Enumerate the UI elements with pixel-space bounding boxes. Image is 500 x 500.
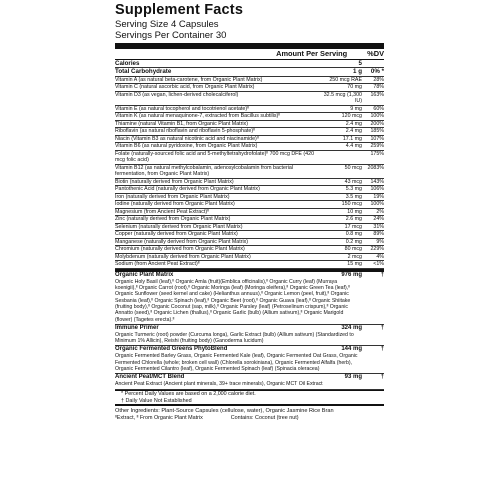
nutrient-amount: 250 mcg RAE <box>329 76 362 83</box>
nutrient-row <box>115 261 384 269</box>
nutrient-row <box>115 143 384 151</box>
blend-dv: † <box>380 346 384 353</box>
blend-header <box>115 325 384 332</box>
nutrient-amount <box>318 151 362 164</box>
amount-header-label: Amount Per Serving <box>276 49 348 58</box>
nutrient-name: Niacin (Vitamin B3 as natural nicotinic acid and niacinamide)ᴵᴵ <box>115 135 259 142</box>
nutrient-row <box>115 201 384 209</box>
nutrient-dv: 31% <box>373 223 384 230</box>
nutrient-row <box>115 151 384 165</box>
bottom-line <box>115 415 384 422</box>
nutrient-name: Thiamine (natural Vitamin B1, from Organic Plant Matrix) <box>115 120 248 127</box>
nutrient-name: Chromium (naturally derived from Organic Plant Matrix) <box>115 246 245 253</box>
nutrient-name: Vitamin C (natural ascorbic acid, from Organic Plant Matrix) <box>115 84 255 91</box>
nutrient-dv: 28% <box>373 76 384 83</box>
nutrient-name: Riboflavin (as natural riboflavin and riboflavin 5-phosphate)ᴵᴵ <box>115 128 255 135</box>
nutrient-dv: 107% <box>370 135 384 142</box>
footnote-not-established: † Daily Value Not Established <box>121 397 192 404</box>
nutrient-dv: 175% <box>370 150 384 157</box>
nutrient-row <box>115 194 384 202</box>
nutrient-amount: 50 mcg <box>344 164 362 171</box>
nutrient-list <box>115 77 384 269</box>
nutrient-dv: 163% <box>370 91 384 98</box>
nutrient-amount: 2.4 mg <box>345 128 362 135</box>
nutrient-name: Vitamin K (as natural menaquinone-7, extracted from Bacillus subtilis)ᴵᴵ <box>115 113 281 120</box>
calories-name: Calories <box>115 60 140 67</box>
nutrient-row <box>115 179 384 187</box>
nutrient-name: Iron (naturally derived from Organic Plant Matrix) <box>115 193 230 200</box>
blend-section <box>115 374 384 389</box>
nutrient-dv: 9% <box>376 238 384 245</box>
nutrient-amount: 17 mcg <box>344 223 362 230</box>
dv-header-label: %DV <box>367 49 384 58</box>
nutrient-dv: 200% <box>370 120 384 127</box>
blend-name: Immune Primer <box>115 324 159 331</box>
nutrient-name: Manganese (naturally derived from Organic Plant Matrix) <box>115 238 249 245</box>
calories-row <box>115 60 384 68</box>
blend-amount: 324 mg <box>341 324 362 331</box>
nutrient-name: Vitamin B12 (as natural methylcobalamin, adenosylcobalamin from bacterial fermentation, from Organic Plant Matrix) <box>115 164 294 178</box>
carb-row <box>115 68 384 76</box>
nutrient-amount: 70 mg <box>347 84 362 91</box>
blend-name: Organic Fermented Greens PhytoBlend <box>115 346 228 353</box>
nutrient-name: Iodine (naturally derived from Organic Plant Matrix) <box>115 201 235 208</box>
nutrient-dv: 100% <box>370 201 384 208</box>
carb-amount: 1 g <box>353 68 362 76</box>
nutrient-amount: 4.4 mg <box>345 143 362 150</box>
nutrient-amount: 120 mcg <box>341 113 362 120</box>
nutrient-amount: 80 mcg <box>344 246 362 253</box>
nutrient-name: Sodium (from Ancient Peat Extract)ᴵᴵ <box>115 261 200 268</box>
nutrient-amount: 9 mg <box>350 105 362 112</box>
nutrient-name: Vitamin A (as natural beta-carotene, from Organic Plant Matrix) <box>115 76 263 83</box>
nutrient-row <box>115 239 384 247</box>
nutrient-row <box>115 216 384 224</box>
nutrient-row <box>115 231 384 239</box>
calories-amount: 5 <box>358 60 362 67</box>
nutrient-name: Folate (naturally-sourced folic acid and 5-methyltetrahydrofolate)ᴵᴵ 700 mcg DFE (420 mcg folic acid) <box>115 150 315 164</box>
allergen-statement: Contains: Coconut (tree nut) <box>230 414 299 421</box>
blend-header <box>115 272 384 279</box>
nutrient-name: Biotin (naturally derived from Organic Plant Matrix) <box>115 178 234 185</box>
nutrient-row <box>115 84 384 92</box>
nutrient-amount: 2.6 mg <box>345 216 362 223</box>
nutrient-row <box>115 136 384 144</box>
nutrient-amount: 0.8 mg <box>345 231 362 238</box>
blend-ingredients: Organic Fermented Barley Grass, Organic Fermented Kale (leaf), Organic Fermented Oat Grass, Organic Fermented Chlorella (whole; broken cell wall) (Chlorella sorokiniana), Organic Fermented Alfalfa (herb), Organic Fermented Cilantro (leaf), Organic Fermented Spinach (leaf) (Spinacia oleracea) <box>115 353 358 373</box>
footnote-dv: * Percent Daily Values are based on a 2,000 calorie diet. <box>121 391 256 398</box>
nutrient-dv: 100% <box>370 113 384 120</box>
extract-legend: ᴵᴵExtract, ᴵᴵ From Organic Plant Matrix <box>115 414 203 421</box>
blend-section <box>115 346 384 374</box>
nutrient-row <box>115 246 384 254</box>
label-title: Supplement Facts <box>115 2 244 18</box>
blend-section <box>115 325 384 347</box>
nutrient-amount: 2.4 mg <box>345 120 362 127</box>
nutrient-name: Zinc (naturally derived from Organic Plant Matrix) <box>115 216 231 223</box>
nutrient-dv: 259% <box>370 143 384 150</box>
nutrient-dv: 19% <box>373 193 384 200</box>
blend-dv: † <box>380 271 384 278</box>
nutrient-amount: 15 mg <box>347 261 362 268</box>
nutrient-dv: 106% <box>370 186 384 193</box>
nutrient-dv: 2% <box>376 208 384 215</box>
blend-amount: 976 mg <box>341 271 362 278</box>
nutrient-name: Magnesium (from Ancient Peat Extract)ᴵᴵ <box>115 208 209 215</box>
amount-header <box>115 49 384 60</box>
nutrient-row <box>115 77 384 85</box>
nutrient-amount: 2 mcg <box>347 253 362 260</box>
servings-per-container: Servings Per Container 30 <box>115 30 227 41</box>
nutrient-row <box>115 106 384 114</box>
nutrient-row <box>115 254 384 262</box>
nutrient-row <box>115 165 384 179</box>
other-ingredients: Other Ingredients: Plant-Source Capsules (cellulose, water), Organic Jasmine Rice Bran <box>115 407 334 414</box>
blend-dv: † <box>380 374 384 381</box>
blend-ingredients: Ancient Peat Extract (Ancient plant minerals, 39+ trace minerals), Organic MCT Oil Extract <box>115 381 323 388</box>
nutrient-amount: 150 mcg <box>341 201 362 208</box>
blend-section <box>115 272 384 325</box>
blend-name: Ancient Peat/MCT Blend <box>115 374 185 381</box>
nutrient-dv: 78% <box>373 84 384 91</box>
nutrient-row <box>115 92 384 106</box>
nutrient-amount: 17.1 mg <box>342 135 362 142</box>
nutrient-name: Vitamin B6 (as natural pyridoxine, from Organic Plant Matrix) <box>115 143 258 150</box>
nutrient-name: Vitamin D3 (as vegan, lichen-derived cholecalciferol) <box>115 91 239 98</box>
nutrient-dv: 185% <box>370 128 384 135</box>
blend-amount: 144 mg <box>341 346 362 353</box>
blend-header <box>115 374 384 381</box>
nutrient-row <box>115 224 384 232</box>
nutrient-amount: 10 mg <box>347 208 362 215</box>
nutrient-dv: 229% <box>370 246 384 253</box>
nutrient-row <box>115 121 384 129</box>
supplement-facts-label <box>112 0 384 500</box>
blend-header <box>115 346 384 353</box>
nutrient-row <box>115 113 384 121</box>
nutrient-row <box>115 128 384 136</box>
nutrient-dv: <1% <box>373 261 384 268</box>
nutrient-name: Selenium (naturally derived from Organic Plant Matrix) <box>115 223 243 230</box>
nutrient-name: Vitamin E (as natural tocopherol and tocotrienol acetate)ᴵᴵ <box>115 105 249 112</box>
nutrient-dv: 4% <box>376 253 384 260</box>
nutrient-amount: 43 mcg <box>344 178 362 185</box>
nutrient-row <box>115 186 384 194</box>
nutrient-dv: 2083% <box>367 164 384 171</box>
carb-name: Total Carbohydrate <box>115 68 172 76</box>
nutrient-amount: 3.5 mg <box>345 193 362 200</box>
nutrient-row <box>115 209 384 217</box>
nutrient-amount: 0.2 mg <box>345 238 362 245</box>
carb-dv: 0% * <box>370 68 384 76</box>
serving-size: Serving Size 4 Capsules <box>115 19 219 30</box>
nutrient-name: Molybdenum (naturally derived from Organic Plant Matrix) <box>115 253 251 260</box>
nutrient-dv: 24% <box>373 216 384 223</box>
nutrient-name: Copper (naturally derived from Organic Plant Matrix) <box>115 231 238 238</box>
calories-dv <box>362 60 384 67</box>
blend-amount: 93 mg <box>344 374 362 381</box>
nutrient-dv: 60% <box>373 105 384 112</box>
nutrient-name: Pantothenic Acid (naturally derived from Organic Plant Matrix) <box>115 186 260 193</box>
nutrient-dv: 143% <box>370 178 384 185</box>
blend-ingredients: Organic Holy Basil (leaf),ᴵᴵ Organic Amla (fruit)(Emblica officinalis),ᴵᴵ Organic Curry (leaf) (Murraya koenigii),ᴵᴵ Organic Carrot (root),ᴵᴵ Organic Moringa (leaf) (Moringa oleifera),ᴵᴵ Organic Green Tea (leaf),ᴵᴵ Organic Sunflower (seed kernel and cake) (Helianthus annuus),ᴵᴵ Organic Lemon (peel, fruit),ᴵᴵ Organic Sesbania (leaf),ᴵᴵ Organic Spinach (leaf),ᴵᴵ Organic Beet (root),ᴵᴵ Organic Guava (leaf),ᴵᴵ Organic Shiitake (fruiting body),ᴵᴵ Organic Coconut (sap, milk),ᴵᴵ Organic Parsley (leaf) (Petroselinum crispum),ᴵᴵ Organic Annatto (seed),ᴵᴵ Organic Lichen (thallus),ᴵᴵ Organic Garlic (bulb) (Allium sativum),ᴵᴵ Organic Marigold (flower) (Tagetes erecta).ᴵᴵ <box>115 278 351 323</box>
blend-ingredients: Organic Turmeric (root) powder (Curcuma longa), Garlic Extract (bulb) (Allium sativum) (Standardized to Minimum 1% Allicin), Reishi (fruiting body) (Ganoderma lucidum) <box>115 331 354 345</box>
nutrient-amount: 32.5 mcg (1,300 IU) <box>323 91 362 105</box>
bottom-divider <box>115 404 384 406</box>
blend-name: Organic Plant Matrix <box>115 271 174 278</box>
nutrient-amount: 5.3 mg <box>345 186 362 193</box>
blend-dv: † <box>380 324 384 331</box>
nutrient-dv: 89% <box>373 231 384 238</box>
blend-list <box>115 272 384 390</box>
